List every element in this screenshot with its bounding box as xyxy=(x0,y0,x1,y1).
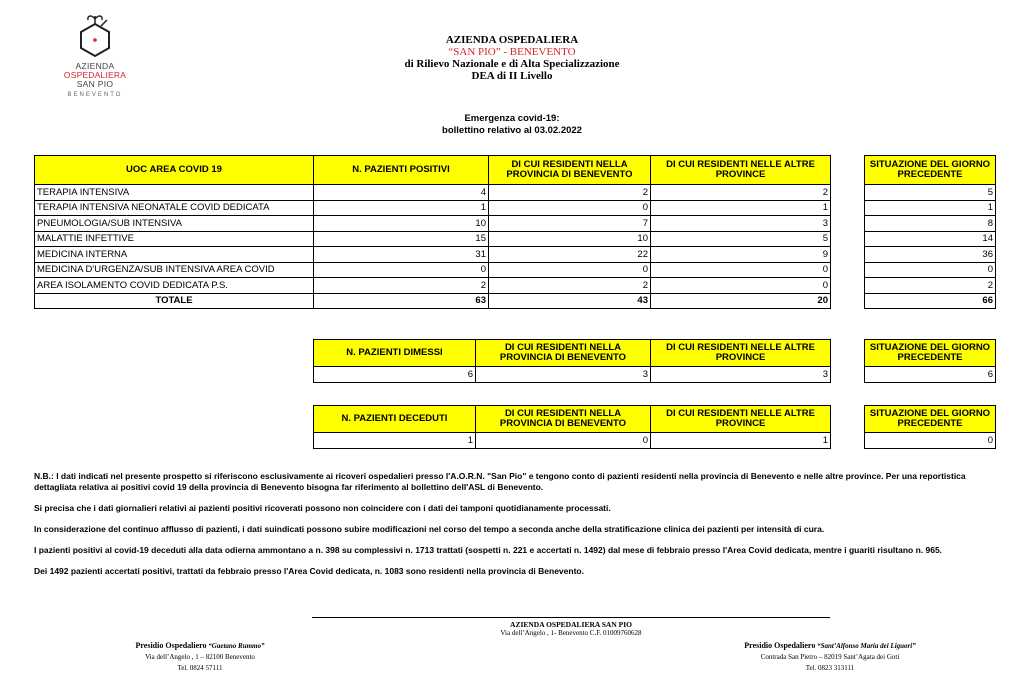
table-row xyxy=(35,278,831,294)
total-prev: 66 xyxy=(865,293,996,309)
cell-altre: 3 xyxy=(651,367,831,383)
cell-prev: 0 xyxy=(865,262,996,278)
table-row xyxy=(865,433,996,449)
header-line3: di Rilievo Nazionale e di Alta Specializzazione xyxy=(404,58,620,70)
cell-bn: 10 xyxy=(489,231,651,247)
cell-altre: 0 xyxy=(651,278,831,294)
total-altre: 20 xyxy=(651,293,831,309)
table-row xyxy=(865,216,996,232)
table-row xyxy=(35,185,831,201)
notes-section xyxy=(34,471,994,587)
row-label: MEDICINA INTERNA xyxy=(35,247,314,263)
total-bn: 43 xyxy=(489,293,651,309)
header-line4: DEA di II Livello xyxy=(471,70,553,82)
bulletin-line1: Emergenza covid-19: xyxy=(464,113,560,124)
cell-bn: 22 xyxy=(489,247,651,263)
table-row xyxy=(865,200,996,216)
cell-bn: 0 xyxy=(476,433,651,449)
logo-text-ospedaliera: OSPEDALIERA xyxy=(63,70,127,80)
cell-prev: 5 xyxy=(865,185,996,201)
cell-bn: 7 xyxy=(489,216,651,232)
col-header-prev: SITUAZIONE DEL GIORNO PRECEDENTE xyxy=(865,406,996,433)
cell-prev: 1 xyxy=(865,200,996,216)
cell-positivi: 2 xyxy=(314,278,489,294)
table-row xyxy=(35,216,831,232)
row-label: MEDICINA D'URGENZA/SUB INTENSIVA AREA COVID xyxy=(35,262,314,278)
table-row xyxy=(865,367,996,383)
cell-bn: 2 xyxy=(489,185,651,201)
cell-positivi: 0 xyxy=(314,262,489,278)
cell-prev: 36 xyxy=(865,247,996,263)
col-header-bn: DI CUI RESIDENTI NELLA PROVINCIA DI BENEVENTO xyxy=(476,340,651,367)
note-paragraph: In considerazione del continuo afflusso di pazienti, i dati suindicati possono subire modificazioni nel corso del tempo a seconda anche della stratificazione clinica dei pazienti per intensità di cura. xyxy=(34,524,825,534)
table-row xyxy=(865,231,996,247)
col-header-dimessi: N. PAZIENTI DIMESSI xyxy=(314,340,476,367)
table-row xyxy=(865,278,996,294)
cell-bn: 0 xyxy=(489,262,651,278)
col-header-bn: DI CUI RESIDENTI NELLA PROVINCIA DI BENEVENTO xyxy=(476,406,651,433)
header-subtitle: “SAN PIO” - BENEVENTO xyxy=(448,46,576,58)
cell-altre: 2 xyxy=(651,185,831,201)
footer-left-prefix: Presidio Ospedaliero xyxy=(135,641,207,650)
table-row xyxy=(865,185,996,201)
footer-right-phone: Tel. 0823 313111 xyxy=(805,664,855,672)
col-header-bn: DI CUI RESIDENTI NELLA PROVINCIA DI BENEVENTO xyxy=(489,156,651,185)
cell-altre: 3 xyxy=(651,216,831,232)
bulletin-title xyxy=(312,113,712,137)
logo-text-azienda: AZIENDA xyxy=(75,61,115,71)
dimessi-table xyxy=(313,339,831,383)
row-label: MALATTIE INFETTIVE xyxy=(35,231,314,247)
note-paragraph: Si precisa che i dati giornalieri relativi ai pazienti positivi ricoverati possono non coincidere con i dati dei tamponi quotidianamente processati. xyxy=(34,503,611,513)
footer-center-address: Via dell’Angelo , 1- Benevento C.F. 01009760628 xyxy=(500,629,642,637)
footer-left-address: Via dell’Angelo , 1 – 82100 Benevento xyxy=(145,653,255,661)
cell-prev: 14 xyxy=(865,231,996,247)
col-header-deceduti: N. PAZIENTI DECEDUTI xyxy=(314,406,476,433)
table-row xyxy=(35,262,831,278)
footer-right-address: Contrada San Pietro – 82019 Sant’Agata dei Goti xyxy=(760,653,900,661)
table-row xyxy=(865,262,996,278)
cell-altre: 9 xyxy=(651,247,831,263)
cell-prev: 2 xyxy=(865,278,996,294)
cell-altre: 5 xyxy=(651,231,831,247)
cell-altre: 1 xyxy=(651,433,831,449)
cell-prev: 8 xyxy=(865,216,996,232)
col-header-uoc: UOC AREA COVID 19 xyxy=(35,156,314,185)
col-header-altre: DI CUI RESIDENTI NELLE ALTRE PROVINCE xyxy=(651,340,831,367)
deceduti-previous-table xyxy=(864,405,996,449)
row-label: TERAPIA INTENSIVA xyxy=(35,185,314,201)
cell-bn: 2 xyxy=(489,278,651,294)
table-row xyxy=(35,247,831,263)
deceduti-table xyxy=(313,405,831,449)
footer-center-title: AZIENDA OSPEDALIERA SAN PIO xyxy=(510,620,632,629)
footer-left-phone: Tel. 0824 57111 xyxy=(177,664,223,672)
table-row xyxy=(865,247,996,263)
col-header-altre: DI CUI RESIDENTI NELLE ALTRE PROVINCE xyxy=(651,406,831,433)
total-label: TOTALE xyxy=(35,293,314,309)
footer-center xyxy=(312,620,830,638)
col-header-prev: SITUAZIONE DEL GIORNO PRECEDENTE xyxy=(865,156,996,185)
table-row xyxy=(35,200,831,216)
table-row xyxy=(314,433,831,449)
cell-prev: 6 xyxy=(865,367,996,383)
cell-positivi: 4 xyxy=(314,185,489,201)
cell-altre: 1 xyxy=(651,200,831,216)
hospital-logo xyxy=(55,12,135,108)
cell-deceduti: 1 xyxy=(314,433,476,449)
note-paragraph: Dei 1492 pazienti accertati positivi, trattati da febbraio presso l'Area Covid dedicata, n. 1083 sono residenti nella provincia di Benevento. xyxy=(34,566,584,576)
cell-bn: 3 xyxy=(476,367,651,383)
dimessi-previous-table xyxy=(864,339,996,383)
footer-left-name: “Gaetano Rummo” xyxy=(208,642,265,650)
logo-text-benevento: BENEVENTO xyxy=(67,92,123,98)
row-label: TERAPIA INTENSIVA NEONATALE COVID DEDICATA xyxy=(35,200,314,216)
footer-divider xyxy=(312,617,830,618)
table-row xyxy=(35,231,831,247)
previous-day-table xyxy=(864,155,996,309)
header-title: AZIENDA OSPEDALIERA xyxy=(445,34,579,46)
footer-right-name: “Sant’Alfonso Maria dei Liguori” xyxy=(817,642,916,650)
footer-right xyxy=(690,640,970,674)
col-header-prev: SITUAZIONE DEL GIORNO PRECEDENTE xyxy=(865,340,996,367)
row-label: PNEUMOLOGIA/SUB INTENSIVA xyxy=(35,216,314,232)
cell-positivi: 31 xyxy=(314,247,489,263)
col-header-positivi: N. PAZIENTI POSITIVI xyxy=(314,156,489,185)
cell-altre: 0 xyxy=(651,262,831,278)
cell-positivi: 1 xyxy=(314,200,489,216)
total-row xyxy=(35,293,831,309)
logo-text-sanpio: SAN PIO xyxy=(76,79,114,89)
footer-right-prefix: Presidio Ospedaliero xyxy=(744,641,816,650)
covid-positivi-table xyxy=(34,155,831,309)
footer-left xyxy=(80,640,320,674)
cell-bn: 0 xyxy=(489,200,651,216)
bulletin-line2: bollettino relativo al 03.02.2022 xyxy=(442,125,582,136)
row-label: AREA ISOLAMENTO COVID DEDICATA P.S. xyxy=(35,278,314,294)
cell-positivi: 15 xyxy=(314,231,489,247)
document-header xyxy=(312,34,712,82)
cell-positivi: 10 xyxy=(314,216,489,232)
note-paragraph: N.B.: I dati indicati nel presente prospetto si riferiscono esclusivamente ai ricoveri ospedalieri presso l'A.O.R.N. "San Pio" e tengono conto di pazienti residenti nella provincia di Benevento e nelle altre province. Per una reportistica dettagliata relativa ai positivi covid 19 della provincia di Benevento bisogna far riferimento al bollettino dell'ASL di Benevento. xyxy=(34,471,966,492)
col-header-altre: DI CUI RESIDENTI NELLE ALTRE PROVINCE xyxy=(651,156,831,185)
table-row xyxy=(314,367,831,383)
cell-prev: 0 xyxy=(865,433,996,449)
total-row xyxy=(865,293,996,309)
hexagon-logo-icon xyxy=(73,12,117,62)
note-paragraph: I pazienti positivi al covid-19 deceduti alla data odierna ammontano a n. 398 su complessivi n. 1713 trattati (sospetti n. 221 e accertati n. 1492) dal mese di febbraio presso l'Area Covid dedicata, mentre i guariti risultano n. 965. xyxy=(34,545,943,555)
cell-dimessi: 6 xyxy=(314,367,476,383)
total-positivi: 63 xyxy=(314,293,489,309)
